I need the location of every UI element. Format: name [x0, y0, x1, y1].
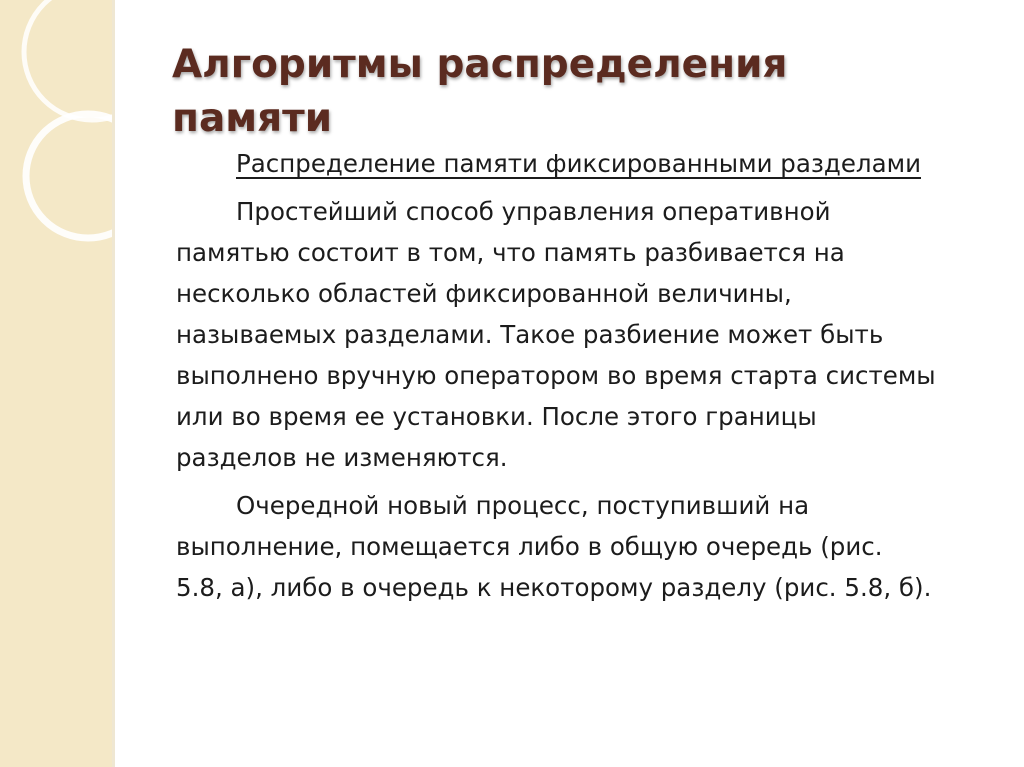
slide-body: [176, 143, 936, 608]
paragraph: Простейший способ управления оперативной памятью состоит в том, что память разбивается на несколько областей фиксированной величины, называемых разделами. Такое разбиение может быть выполнено вручную оператором во время старта системы или во время ее установки. После этого границы разделов не изменяются.: [176, 197, 936, 472]
subheading-text: Распределение памяти фиксированными разделами: [236, 149, 921, 178]
decorative-side-band: [0, 0, 112, 767]
decorative-circles: [0, 0, 112, 767]
side-divider: [112, 0, 115, 767]
paragraph: Очередной новый процесс, поступивший на выполнение, помещается либо в общую очередь (рис. 5.8, а), либо в очередь к некоторому разделу (рис. 5.8, б).: [176, 491, 932, 602]
slide-title: Алгоритмы распределения памяти: [172, 42, 788, 141]
slide-subheading: [176, 143, 936, 184]
